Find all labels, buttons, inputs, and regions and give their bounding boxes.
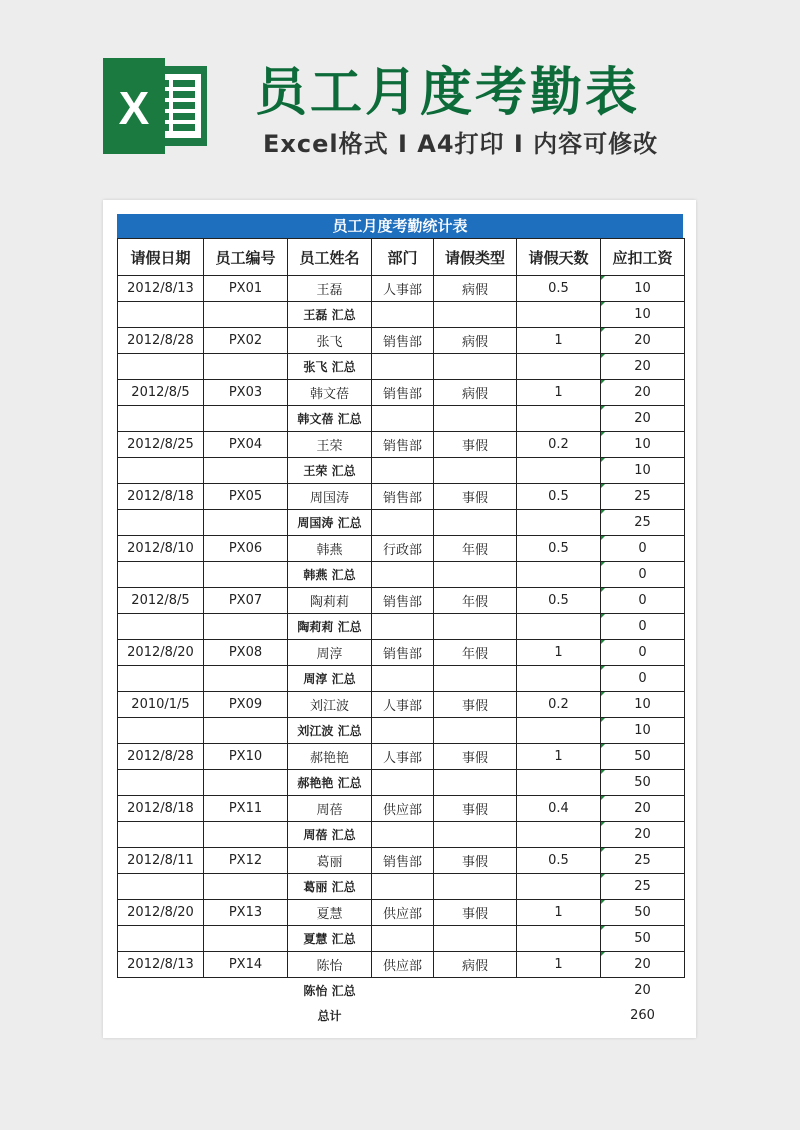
days-cell[interactable]: [517, 406, 601, 432]
type-cell[interactable]: [434, 1003, 517, 1028]
id-cell[interactable]: PX06: [204, 536, 288, 562]
id-cell[interactable]: [204, 874, 288, 900]
column-header[interactable]: 员工姓名: [288, 239, 372, 276]
type-cell[interactable]: [434, 718, 517, 744]
type-cell[interactable]: 事假: [434, 796, 517, 822]
table-row: [118, 588, 685, 614]
dept-cell[interactable]: 销售部: [372, 848, 434, 874]
id-cell[interactable]: PX11: [204, 796, 288, 822]
type-cell[interactable]: [434, 770, 517, 796]
id-cell[interactable]: PX07: [204, 588, 288, 614]
table-row: [118, 952, 685, 978]
type-cell[interactable]: 病假: [434, 328, 517, 354]
subtotal-row: [118, 510, 685, 536]
dept-cell[interactable]: [372, 354, 434, 380]
days-cell[interactable]: 1: [517, 744, 601, 770]
name-cell[interactable]: 王磊: [288, 276, 372, 302]
type-cell[interactable]: 事假: [434, 900, 517, 926]
name-cell[interactable]: 郝艳艳 汇总: [288, 770, 372, 796]
type-cell[interactable]: [434, 510, 517, 536]
date-cell[interactable]: 2012/8/13: [118, 276, 204, 302]
deduct-cell[interactable]: 10: [601, 276, 685, 302]
dept-cell[interactable]: 供应部: [372, 900, 434, 926]
name-cell[interactable]: 周蓓 汇总: [288, 822, 372, 848]
id-cell[interactable]: PX14: [204, 952, 288, 978]
deduct-cell[interactable]: 20: [601, 380, 685, 406]
date-cell[interactable]: [118, 510, 204, 536]
name-cell[interactable]: 郝艳艳: [288, 744, 372, 770]
id-cell[interactable]: [204, 978, 288, 1004]
name-cell[interactable]: 韩文蓓 汇总: [288, 406, 372, 432]
dept-cell[interactable]: 行政部: [372, 536, 434, 562]
id-cell[interactable]: PX09: [204, 692, 288, 718]
date-cell[interactable]: 2012/8/13: [118, 952, 204, 978]
deduct-cell[interactable]: 25: [601, 848, 685, 874]
days-cell[interactable]: [517, 718, 601, 744]
type-cell[interactable]: [434, 302, 517, 328]
date-cell[interactable]: [118, 718, 204, 744]
deduct-cell[interactable]: 260: [630, 1008, 655, 1023]
date-cell[interactable]: [118, 666, 204, 692]
name-cell[interactable]: 张飞 汇总: [288, 354, 372, 380]
days-cell[interactable]: 0.2: [517, 692, 601, 718]
id-cell[interactable]: PX10: [204, 744, 288, 770]
date-cell[interactable]: 2012/8/5: [118, 380, 204, 406]
days-cell[interactable]: 1: [517, 380, 601, 406]
dept-cell[interactable]: 人事部: [372, 692, 434, 718]
dept-cell[interactable]: 供应部: [372, 952, 434, 978]
svg-text:X: X: [118, 82, 150, 134]
date-cell[interactable]: 2012/8/20: [118, 900, 204, 926]
date-cell[interactable]: [118, 978, 204, 1004]
dept-cell[interactable]: 销售部: [372, 432, 434, 458]
id-cell[interactable]: PX05: [204, 484, 288, 510]
table-row: [118, 380, 685, 406]
subtotal-row: [118, 978, 685, 1004]
name-cell[interactable]: 韩燕: [288, 536, 372, 562]
days-cell[interactable]: 1: [517, 328, 601, 354]
name-cell[interactable]: 王荣 汇总: [288, 458, 372, 484]
type-cell[interactable]: 事假: [434, 744, 517, 770]
dept-cell[interactable]: [372, 718, 434, 744]
page-title: 员工月度考勤表: [255, 63, 641, 123]
days-cell[interactable]: [517, 770, 601, 796]
deduct-cell[interactable]: 10: [601, 692, 685, 718]
name-cell[interactable]: 葛丽 汇总: [288, 874, 372, 900]
date-cell[interactable]: 2012/8/28: [118, 328, 204, 354]
date-cell[interactable]: [118, 822, 204, 848]
dept-cell[interactable]: 销售部: [372, 588, 434, 614]
type-cell[interactable]: 事假: [434, 432, 517, 458]
grand-total-row: [118, 1003, 685, 1028]
table-row: [118, 692, 685, 718]
deduct-cell[interactable]: 50: [601, 900, 685, 926]
name-cell[interactable]: 夏慧: [288, 900, 372, 926]
column-header[interactable]: 请假日期: [118, 239, 204, 276]
table-row: [118, 640, 685, 666]
subtotal-row: [118, 874, 685, 900]
dept-cell[interactable]: 销售部: [372, 380, 434, 406]
dept-cell[interactable]: [372, 666, 434, 692]
name-cell[interactable]: 葛丽: [288, 848, 372, 874]
deduct-cell[interactable]: 20: [601, 406, 685, 432]
dept-cell[interactable]: 销售部: [372, 484, 434, 510]
name-cell[interactable]: 张飞: [288, 328, 372, 354]
date-cell[interactable]: 2012/8/18: [118, 796, 204, 822]
dept-cell[interactable]: [372, 458, 434, 484]
subtotal-row: [118, 354, 685, 380]
dept-cell[interactable]: [372, 614, 434, 640]
date-cell[interactable]: 2012/8/20: [118, 640, 204, 666]
subtotal-row: [118, 822, 685, 848]
type-cell[interactable]: 病假: [434, 952, 517, 978]
deduct-cell[interactable]: 10: [601, 302, 685, 328]
type-cell[interactable]: [434, 822, 517, 848]
deduct-cell[interactable]: 25: [601, 874, 685, 900]
name-cell[interactable]: 刘江波: [288, 692, 372, 718]
deduct-cell[interactable]: 20: [601, 354, 685, 380]
dept-cell[interactable]: 销售部: [372, 640, 434, 666]
type-cell[interactable]: 年假: [434, 640, 517, 666]
subtotal-row: [118, 406, 685, 432]
days-cell[interactable]: [517, 666, 601, 692]
table-row: [118, 536, 685, 562]
dept-cell[interactable]: 销售部: [372, 328, 434, 354]
date-cell[interactable]: 2012/8/28: [118, 744, 204, 770]
date-cell[interactable]: [118, 926, 204, 952]
column-header[interactable]: 请假类型: [434, 239, 517, 276]
type-cell[interactable]: [434, 406, 517, 432]
name-cell[interactable]: 总计: [317, 1009, 342, 1023]
table-row: [118, 744, 685, 770]
deduct-cell[interactable]: 10: [601, 458, 685, 484]
subtotal-row: [118, 926, 685, 952]
deduct-cell[interactable]: 0: [601, 562, 685, 588]
subtotal-row: [118, 562, 685, 588]
dept-cell[interactable]: 人事部: [372, 744, 434, 770]
dept-cell[interactable]: [372, 978, 434, 1004]
name-cell[interactable]: 周国涛: [288, 484, 372, 510]
id-cell[interactable]: PX12: [204, 848, 288, 874]
id-cell[interactable]: [204, 666, 288, 692]
days-cell[interactable]: [517, 354, 601, 380]
table-row: [118, 900, 685, 926]
deduct-cell[interactable]: 25: [601, 510, 685, 536]
type-cell[interactable]: 年假: [434, 536, 517, 562]
days-cell[interactable]: [517, 510, 601, 536]
deduct-cell[interactable]: 20: [601, 796, 685, 822]
type-cell[interactable]: 病假: [434, 380, 517, 406]
deduct-cell[interactable]: 0: [601, 588, 685, 614]
type-cell[interactable]: [434, 458, 517, 484]
deduct-cell[interactable]: 20: [601, 822, 685, 848]
id-cell[interactable]: [204, 718, 288, 744]
deduct-cell[interactable]: 10: [601, 432, 685, 458]
deduct-cell[interactable]: 50: [601, 926, 685, 952]
type-cell[interactable]: 事假: [434, 484, 517, 510]
name-cell[interactable]: 刘江波 汇总: [288, 718, 372, 744]
type-cell[interactable]: [434, 978, 517, 1004]
page-subtitle: Excel格式 I A4打印 I 内容可修改: [263, 130, 659, 158]
days-cell[interactable]: [517, 562, 601, 588]
type-cell[interactable]: [434, 666, 517, 692]
id-cell[interactable]: PX08: [204, 640, 288, 666]
id-cell[interactable]: [204, 354, 288, 380]
dept-cell[interactable]: [372, 302, 434, 328]
id-cell[interactable]: [204, 302, 288, 328]
deduct-cell[interactable]: 0: [601, 640, 685, 666]
type-cell[interactable]: 事假: [434, 692, 517, 718]
id-cell[interactable]: PX03: [204, 380, 288, 406]
date-cell[interactable]: [118, 874, 204, 900]
name-cell[interactable]: 夏慧 汇总: [288, 926, 372, 952]
id-cell[interactable]: [204, 562, 288, 588]
deduct-cell[interactable]: 10: [601, 718, 685, 744]
id-cell[interactable]: [204, 458, 288, 484]
table-row: [118, 276, 685, 302]
column-header[interactable]: 部门: [372, 239, 434, 276]
deduct-cell[interactable]: 20: [601, 952, 685, 978]
name-cell[interactable]: 周国涛 汇总: [288, 510, 372, 536]
table-row: [118, 848, 685, 874]
subtotal-row: [118, 458, 685, 484]
name-cell[interactable]: 陈怡: [288, 952, 372, 978]
id-cell[interactable]: [204, 406, 288, 432]
id-cell[interactable]: [204, 770, 288, 796]
id-cell[interactable]: [204, 822, 288, 848]
date-cell[interactable]: [118, 562, 204, 588]
date-cell[interactable]: [118, 458, 204, 484]
dept-cell[interactable]: 供应部: [372, 796, 434, 822]
date-cell[interactable]: [118, 770, 204, 796]
date-cell[interactable]: [118, 614, 204, 640]
name-cell[interactable]: 王磊 汇总: [288, 302, 372, 328]
date-cell[interactable]: 2012/8/5: [118, 588, 204, 614]
id-cell[interactable]: PX13: [204, 900, 288, 926]
subtotal-row: [118, 718, 685, 744]
name-cell[interactable]: 周蓓: [288, 796, 372, 822]
days-cell[interactable]: 0.4: [517, 796, 601, 822]
subtotal-row: [118, 302, 685, 328]
days-cell[interactable]: 0.5: [517, 276, 601, 302]
name-cell[interactable]: 陈怡 汇总: [303, 984, 356, 998]
deduct-cell[interactable]: 25: [601, 484, 685, 510]
name-cell[interactable]: 陶莉莉: [288, 588, 372, 614]
deduct-cell[interactable]: 0: [601, 614, 685, 640]
id-cell[interactable]: PX01: [204, 276, 288, 302]
days-cell[interactable]: 1: [517, 952, 601, 978]
dept-cell[interactable]: [372, 822, 434, 848]
id-cell[interactable]: PX04: [204, 432, 288, 458]
name-cell[interactable]: 王荣: [288, 432, 372, 458]
date-cell[interactable]: [118, 302, 204, 328]
name-cell[interactable]: 周淳 汇总: [288, 666, 372, 692]
column-header[interactable]: 请假天数: [517, 239, 601, 276]
dept-cell[interactable]: [372, 1003, 434, 1028]
name-cell[interactable]: 韩燕 汇总: [288, 562, 372, 588]
table-header-row: [118, 239, 685, 276]
id-cell[interactable]: [204, 510, 288, 536]
name-cell[interactable]: 周淳: [288, 640, 372, 666]
days-cell[interactable]: 0.5: [517, 484, 601, 510]
type-cell[interactable]: [434, 874, 517, 900]
deduct-cell[interactable]: 50: [601, 744, 685, 770]
dept-cell[interactable]: [372, 510, 434, 536]
table-row: [118, 796, 685, 822]
dept-cell[interactable]: [372, 770, 434, 796]
date-cell[interactable]: [118, 1003, 204, 1028]
name-cell[interactable]: 陶莉莉 汇总: [288, 614, 372, 640]
name-cell[interactable]: 韩文蓓: [288, 380, 372, 406]
days-cell[interactable]: [517, 978, 601, 1004]
date-cell[interactable]: [118, 406, 204, 432]
dept-cell[interactable]: [372, 562, 434, 588]
date-cell[interactable]: [118, 354, 204, 380]
date-cell[interactable]: 2010/1/5: [118, 692, 204, 718]
id-cell[interactable]: [204, 926, 288, 952]
type-cell[interactable]: [434, 926, 517, 952]
type-cell[interactable]: 病假: [434, 276, 517, 302]
type-cell[interactable]: [434, 562, 517, 588]
days-cell[interactable]: [517, 1003, 601, 1028]
subtotal-row: [118, 770, 685, 796]
dept-cell[interactable]: 人事部: [372, 276, 434, 302]
type-cell[interactable]: 事假: [434, 848, 517, 874]
header: [0, 0, 800, 200]
sheet-title: 员工月度考勤统计表: [117, 214, 683, 238]
excel-logo-icon: [103, 58, 211, 154]
date-cell[interactable]: 2012/8/18: [118, 484, 204, 510]
days-cell[interactable]: 1: [517, 900, 601, 926]
subtotal-row: [118, 614, 685, 640]
days-cell[interactable]: 1: [517, 640, 601, 666]
date-cell[interactable]: 2012/8/11: [118, 848, 204, 874]
date-cell[interactable]: 2012/8/10: [118, 536, 204, 562]
dept-cell[interactable]: [372, 926, 434, 952]
days-cell[interactable]: 0.2: [517, 432, 601, 458]
type-cell[interactable]: 年假: [434, 588, 517, 614]
days-cell[interactable]: 0.5: [517, 536, 601, 562]
days-cell[interactable]: [517, 874, 601, 900]
days-cell[interactable]: [517, 458, 601, 484]
table-row: [118, 432, 685, 458]
days-cell[interactable]: [517, 822, 601, 848]
deduct-cell[interactable]: 50: [601, 770, 685, 796]
dept-cell[interactable]: [372, 406, 434, 432]
days-cell[interactable]: 0.5: [517, 588, 601, 614]
deduct-cell[interactable]: 20: [634, 983, 651, 998]
days-cell[interactable]: [517, 302, 601, 328]
type-cell[interactable]: [434, 354, 517, 380]
subtotal-row: [118, 666, 685, 692]
id-cell[interactable]: [204, 614, 288, 640]
id-cell[interactable]: [204, 1003, 288, 1028]
days-cell[interactable]: 0.5: [517, 848, 601, 874]
type-cell[interactable]: [434, 614, 517, 640]
table-row: [118, 328, 685, 354]
deduct-cell[interactable]: 20: [601, 328, 685, 354]
days-cell[interactable]: [517, 926, 601, 952]
id-cell[interactable]: PX02: [204, 328, 288, 354]
dept-cell[interactable]: [372, 874, 434, 900]
deduct-cell[interactable]: 0: [601, 536, 685, 562]
column-header[interactable]: 应扣工资: [601, 239, 685, 276]
days-cell[interactable]: [517, 614, 601, 640]
date-cell[interactable]: 2012/8/25: [118, 432, 204, 458]
column-header[interactable]: 员工编号: [204, 239, 288, 276]
deduct-cell[interactable]: 0: [601, 666, 685, 692]
table-row: [118, 484, 685, 510]
attendance-table: [117, 238, 685, 1028]
